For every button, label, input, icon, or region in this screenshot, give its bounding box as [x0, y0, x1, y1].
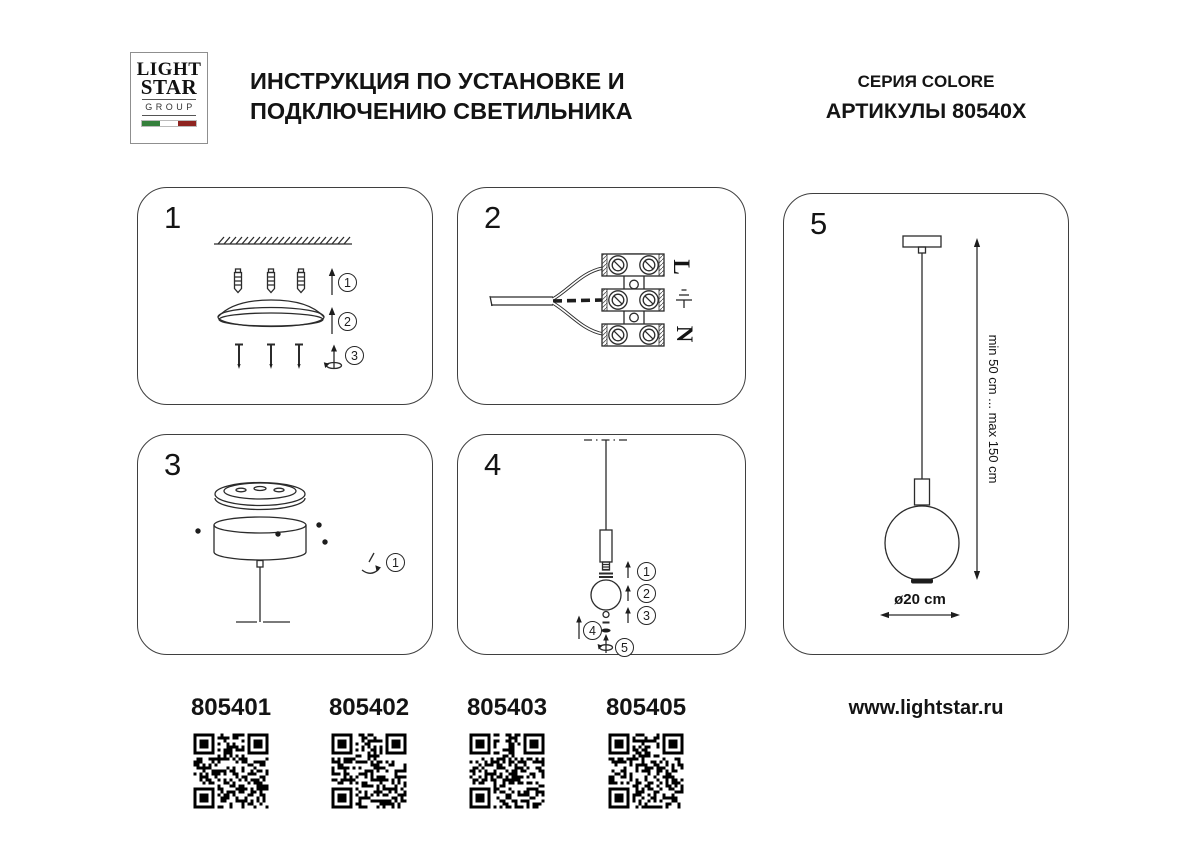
logo-word-group: GROUP	[145, 102, 196, 112]
article-column-2	[309, 694, 429, 810]
article-number: 805402	[328, 694, 410, 721]
canopy-cover	[215, 483, 305, 510]
screw-rotation-icon	[324, 345, 342, 370]
step-badge-1: 1	[338, 273, 357, 292]
step-badge-3: 3	[637, 606, 656, 625]
article-column-3	[447, 694, 567, 810]
title-line-2: ПОДКЛЮЧЕНИЮ СВЕТИЛЬНИКА	[250, 98, 633, 124]
dimensions-diagram	[784, 194, 1070, 656]
article-column-4	[586, 694, 706, 810]
height-dimension-line	[974, 238, 980, 580]
diameter-label: ø20 cm	[894, 591, 946, 608]
logo-word-light: LIGHT	[136, 59, 202, 80]
italian-flag-stripe	[141, 120, 197, 127]
arrow-up-step1	[329, 268, 335, 295]
terminal-label-live: L	[669, 259, 694, 275]
ceiling-mounting-diagram	[138, 188, 434, 406]
suspension-cord	[236, 561, 290, 623]
website-url: www.lightstar.ru	[848, 697, 1004, 719]
arrows-up-right	[625, 561, 631, 623]
title-line-1: ИНСТРУКЦИЯ ПО УСТАНОВКЕ И	[250, 68, 625, 94]
logo-divider	[142, 115, 196, 116]
flag-white	[160, 121, 178, 126]
step-badge-1: 1	[637, 562, 656, 581]
step-badge-3: 3	[345, 346, 364, 365]
step-badge-1: 1	[386, 553, 405, 572]
qr-code	[330, 732, 408, 810]
bottom-parts	[601, 612, 610, 633]
logo-word-star: STAR	[140, 75, 198, 99]
panel-step-4	[457, 434, 746, 655]
panel-step-2	[457, 187, 746, 405]
canopy-assembly-diagram	[138, 435, 434, 656]
panel-number: 1	[164, 200, 182, 235]
panel-step-3	[137, 434, 433, 655]
ceiling-cup	[214, 517, 306, 560]
article-number: 805401	[190, 694, 272, 721]
panel-number: 4	[484, 447, 502, 482]
step-badge-5: 5	[615, 638, 634, 657]
page-title	[250, 66, 633, 126]
panel-step-5	[783, 193, 1069, 655]
step-badge-2: 2	[637, 584, 656, 603]
qr-code	[192, 732, 270, 810]
glass-sphere	[591, 580, 621, 610]
logo-divider	[142, 99, 196, 100]
step-badge-2: 2	[338, 312, 357, 331]
pendant-lamp	[885, 236, 959, 584]
canopy-plate	[218, 300, 324, 327]
articles-heading: АРТИКУЛЫ 80540X	[825, 99, 1027, 123]
arrow-up-step4	[576, 616, 582, 640]
series-label: СЕРИЯ COLORE	[857, 72, 995, 91]
flag-green	[142, 121, 160, 126]
tube-and-connector	[599, 530, 613, 577]
panel-number: 2	[484, 200, 502, 235]
qr-code	[607, 732, 685, 810]
panel-step-1	[137, 187, 433, 405]
twist-rotation-icon	[362, 553, 381, 573]
qr-code	[468, 732, 546, 810]
panel-number: 5	[810, 206, 828, 241]
flag-red	[178, 121, 196, 126]
wall-anchors	[235, 269, 305, 293]
arrow-up-step2	[329, 307, 335, 334]
suspension-range-label: min 50 cm ... max 150 cm	[986, 334, 1001, 484]
diameter-dimension-line	[880, 612, 960, 618]
article-number: 805405	[605, 694, 687, 721]
article-column-1	[171, 694, 291, 810]
earth-symbol	[676, 290, 692, 308]
article-number: 805403	[466, 694, 548, 721]
panel-number: 3	[164, 447, 182, 482]
step-badge-4: 4	[583, 621, 602, 640]
supply-cable	[490, 268, 603, 334]
pendant-assembly-diagram	[458, 435, 747, 656]
screws	[235, 345, 303, 370]
ceiling-hatch	[214, 237, 352, 244]
terminal-label-neutral: N	[672, 325, 697, 343]
wiring-diagram	[458, 188, 747, 406]
lightstar-logo	[130, 52, 208, 144]
rotation-icon	[598, 634, 613, 653]
